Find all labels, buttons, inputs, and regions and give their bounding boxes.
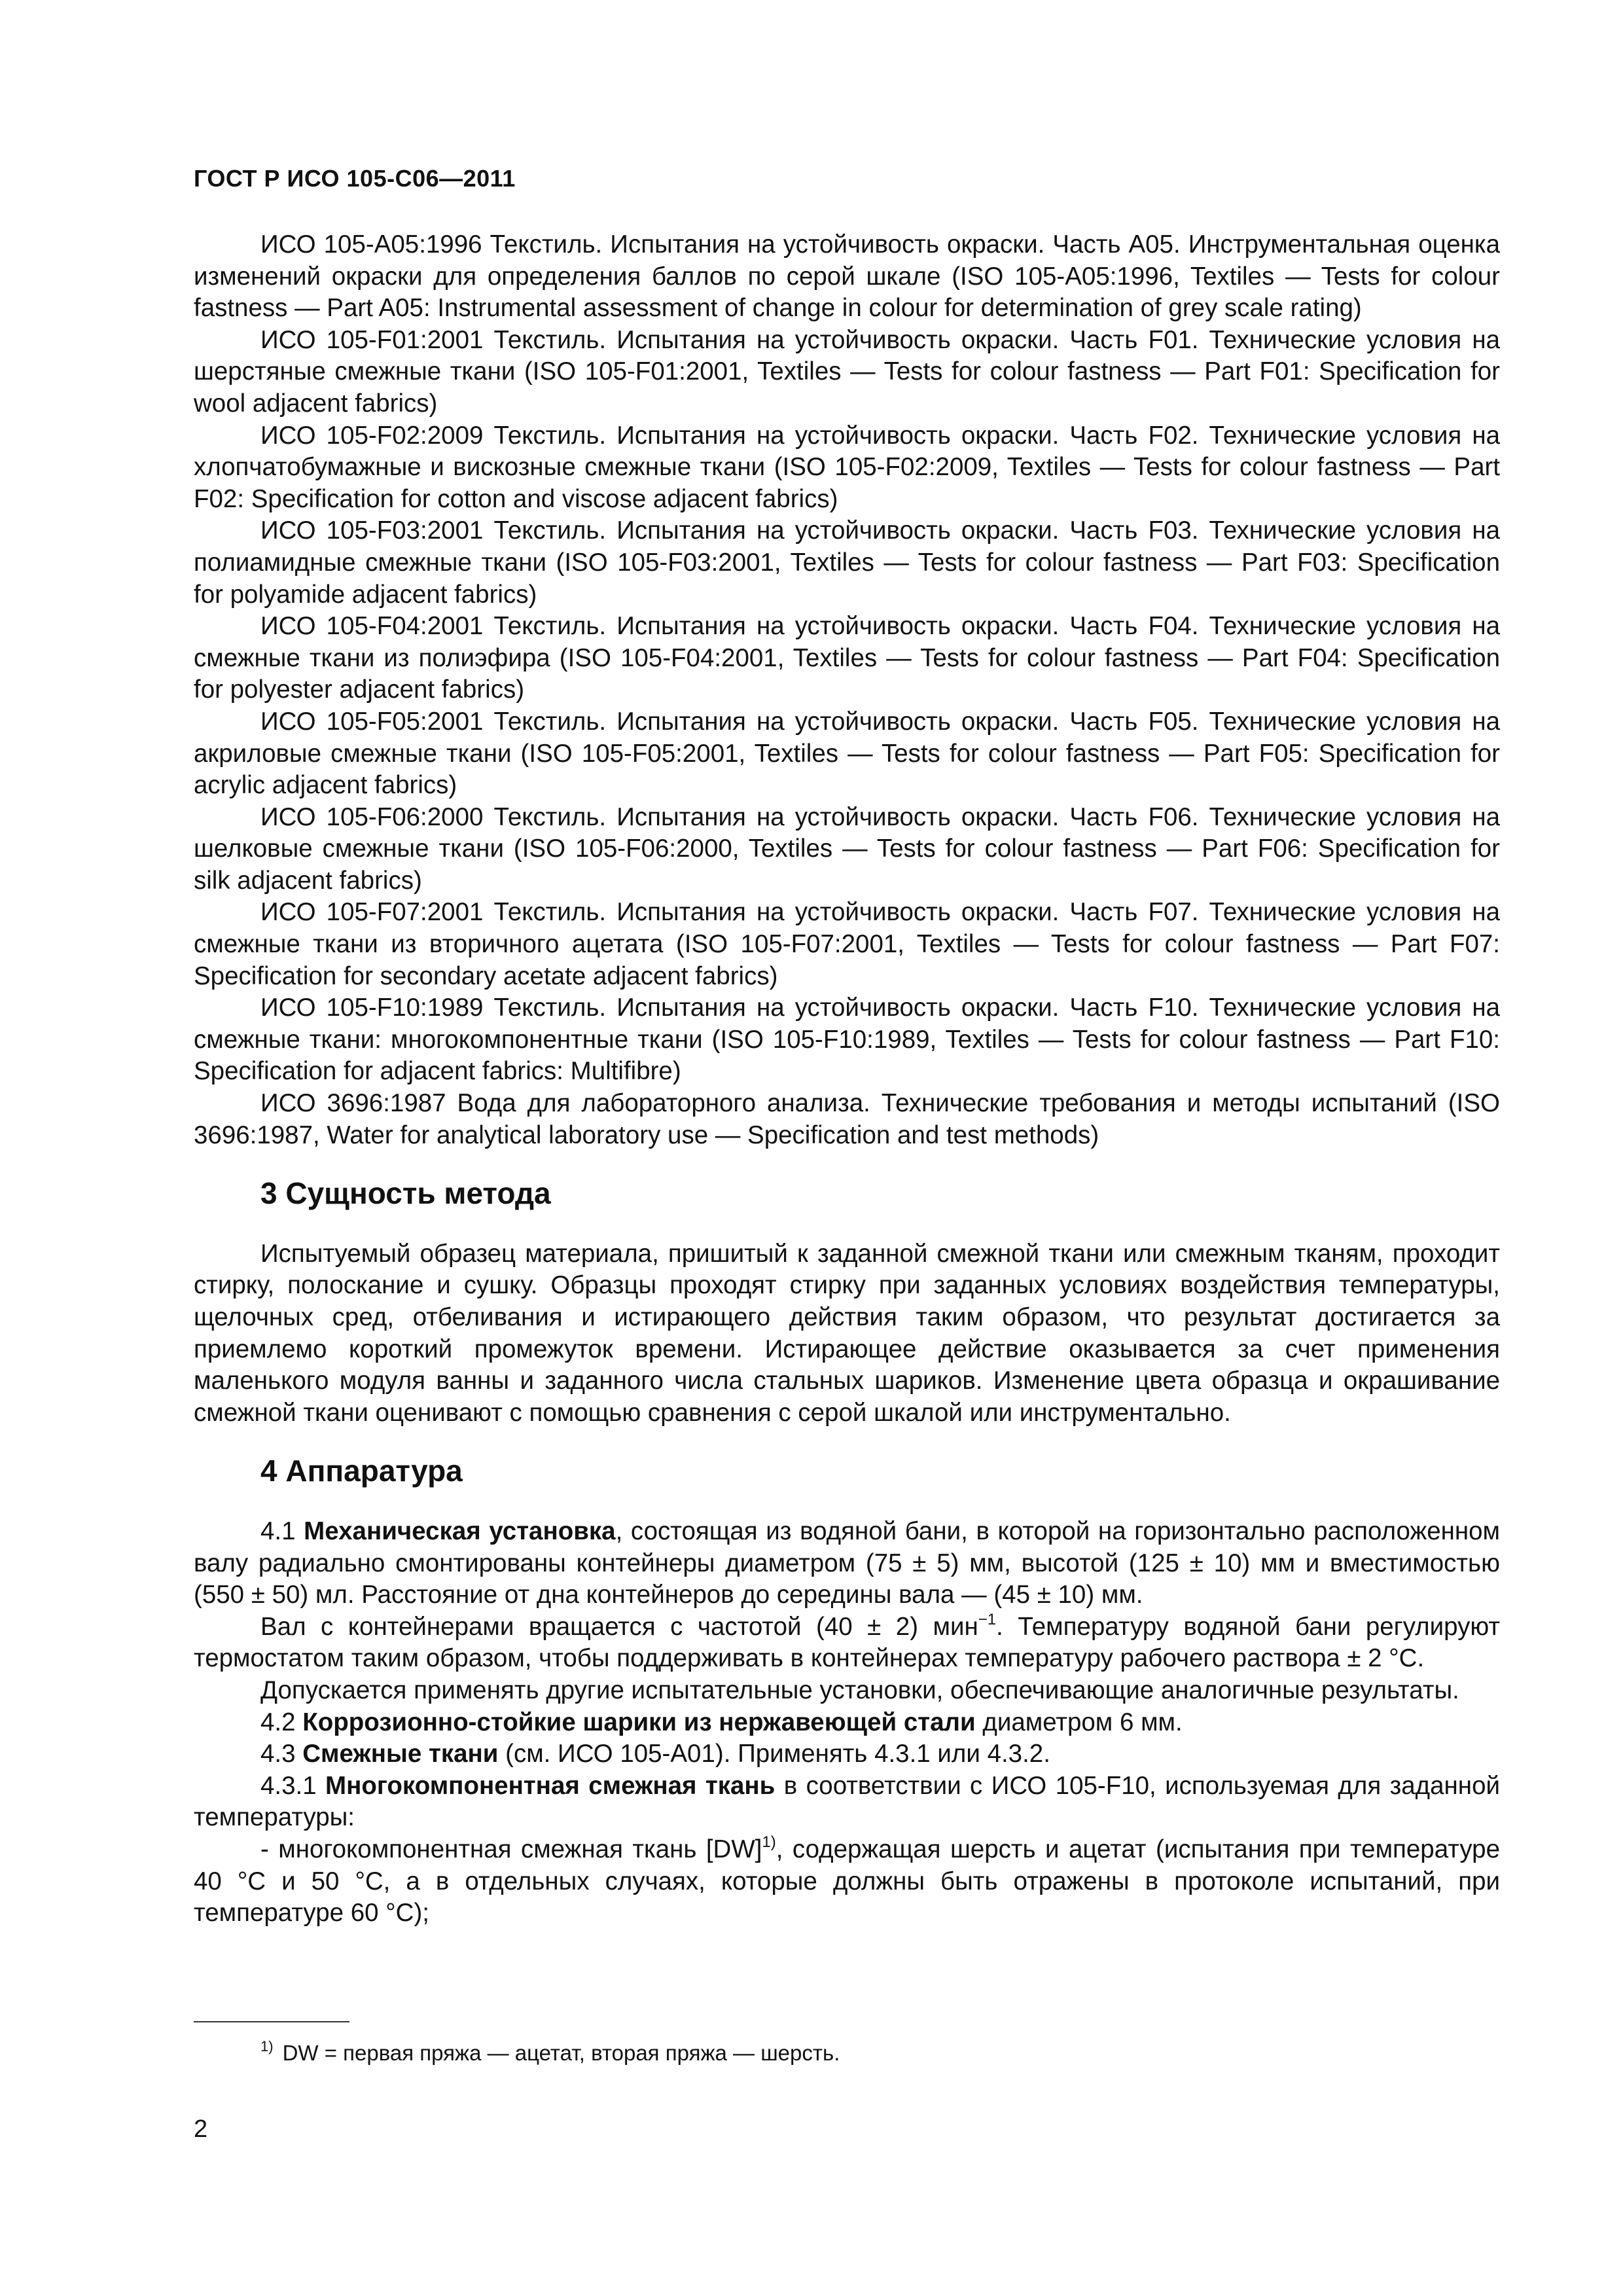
reference-item: ИСО 105-F07:2001 Текстиль. Испытания на устойчивость окраски. Часть F07. Технические условия на смежные ткани из вторичного ацетата (ISO 105-F07:2001, Textiles — Tests for colour fastness — Part F07: Specification for secondary acetate adjacent fabrics) — [194, 898, 1500, 990]
reference-item: ИСО 105-F04:2001 Текстиль. Испытания на устойчивость окраски. Часть F04. Технические условия на смежные ткани из полиэфира (ISO 105-F04:2001, Textiles — Tests for colour fastness — Part F04: Specification for polyester adjacent fabrics) — [194, 612, 1500, 704]
clause-4-2: 4.2 Коррозионно-стойкие шарики из нержавеющей стали диаметром 6 мм. — [260, 1708, 1183, 1736]
reference-item: ИСО 3696:1987 Вода для лабораторного анализа. Технические требования и методы испытаний (ISO 3696:1987, Water for analytical laboratory use — Specification and test methods) — [194, 1089, 1500, 1149]
clause-4-3-term: Смежные ткани — [302, 1740, 499, 1768]
clause-4-3-1: 4.3.1 Многокомпонентная смежная ткань в соответствии с ИСО 105-F10, используемая для заданной температуры: — [194, 1771, 1500, 1832]
document-header: ГОСТ Р ИСО 105-С06—2011 — [194, 165, 516, 192]
section-4-heading: 4 Аппаратура — [260, 1454, 463, 1488]
clause-4-3: 4.3 Смежные ткани (см. ИСО 105-A01). Применять 4.3.1 или 4.3.2. — [260, 1740, 1050, 1768]
reference-item: ИСО 105-F03:2001 Текстиль. Испытания на устойчивость окраски. Часть F03. Технические условия на полиамидные смежные ткани (ISO 105-F03:2001, Textiles — Tests for colour fastness — Part F03: Specification for polyamide adjacent fabrics) — [194, 516, 1500, 609]
section-3-heading: 3 Сущность метода — [260, 1176, 551, 1211]
footnote-ref: 1) — [762, 1833, 776, 1851]
reference-item: ИСО 105-F05:2001 Текстиль. Испытания на устойчивость окраски. Часть F05. Технические условия на акриловые смежные ткани (ISO 105-F05:2001, Textiles — Tests for colour fastness — Part F05: Specification for acrylic adjacent fabrics) — [194, 707, 1500, 800]
reference-item: ИСО 105-F10:1989 Текстиль. Испытания на устойчивость окраски. Часть F10. Технические условия на смежные ткани: многокомпонентные ткани (ISO 105-F10:1989, Textiles — Tests for colour fastness — Part F10: Specification for adjacent fabrics: Multifibre) — [194, 994, 1500, 1086]
reference-item: ИСО 105-A05:1996 Текстиль. Испытания на устойчивость окраски. Часть A05. Инструментальная оценка изменений окраски для определения баллов по серой шкале (ISO 105-A05:1996, Textiles — Tests for colour fastness — Part A05: Instrumental assessment of change in colour for determination of grey scale rating) — [194, 230, 1500, 323]
footnote-text: DW = первая пряжа — ацетат, вторая пряжа — шерсть. — [282, 2041, 840, 2065]
footnote-marker: 1) — [260, 2038, 274, 2054]
reference-item: ИСО 105-F06:2000 Текстиль. Испытания на устойчивость окраски. Часть F06. Технические условия на шелковые смежные ткани (ISO 105-F06:2000, Textiles — Tests for colour fastness — Part F06: Specification for silk adjacent fabrics) — [194, 802, 1500, 895]
clause-4-1-term: Механическая установка — [304, 1516, 616, 1545]
main-text — [194, 229, 1500, 1929]
clause-4-1-note: Допускается применять другие испытательные установки, обеспечивающие аналогичные результаты. — [260, 1676, 1459, 1704]
reference-item: ИСО 105-F02:2009 Текстиль. Испытания на устойчивость окраски. Часть F02. Технические условия на хлопчатобумажные и вискозные смежные ткани (ISO 105-F02:2009, Textiles — Tests for colour fastness — Part F02: Specification for cotton and viscose adjacent fabrics) — [194, 421, 1500, 513]
page-number: 2 — [194, 2115, 208, 2143]
clause-4-1: 4.1 Механическая установка, состоящая из водяной бани, в которой на горизонтально расположенном валу радиально смонтированы контейнеры диаметром (75 ± 5) мм, высотой (125 ± 10) мм и вместимостью (550 ± 50) мл. Расстояние от дна контейнеров до середины вала — (45 ± 10) мм. — [194, 1516, 1501, 1609]
footnote-divider — [194, 2021, 349, 2022]
section-3-text: Испытуемый образец материала, пришитый к заданной смежной ткани или смежным тканям, проходит стирку, полоскание и сушку. Образцы проходят стирку при заданных условиях воздействия температуры, щелочных сред, отбеливания и истирающего действия таким образом, что результат достигается за приемлемо короткий промежуток времени. Истирающее действие оказывается за счет применения маленького модуля ванны и заданного числа стальных шариков. Изменение цвета образца и окрашивание смежной ткани оценивают с помощью сравнения с серой шкалой или инструментально. — [194, 1239, 1500, 1427]
clause-4-2-term: Коррозионно-стойкие шарики из нержавеющей стали — [302, 1708, 976, 1736]
clause-4-1-rotation: Вал с контейнерами вращается с частотой (40 ± 2) мин$^{-1}$. Температуру водяной бани регулируют термостатом таким образом, чтобы поддерживать в контейнерах температуру рабочего раствора ± 2 °С. — [194, 1610, 1500, 1673]
clause-4-3-1-term: Многокомпонентная смежная ткань — [325, 1771, 776, 1800]
clause-4-3-1-item: - многокомпонентная смежная ткань [DW]$^{1)}$, содержащая шерсть и ацетат (испытания при температуре 40 °С и 50 °С, а в отдельных случаях, которые должны быть отражены в протоколе испытаний, при температуре 60 °С); — [194, 1833, 1500, 1928]
footnote — [260, 2038, 840, 2066]
reference-item: ИСО 105-F01:2001 Текстиль. Испытания на устойчивость окраски. Часть F01. Технические условия на шерстяные смежные ткани (ISO 105-F01:2001, Textiles — Tests for colour fastness — Part F01: Specification for wool adjacent fabrics) — [194, 325, 1500, 418]
